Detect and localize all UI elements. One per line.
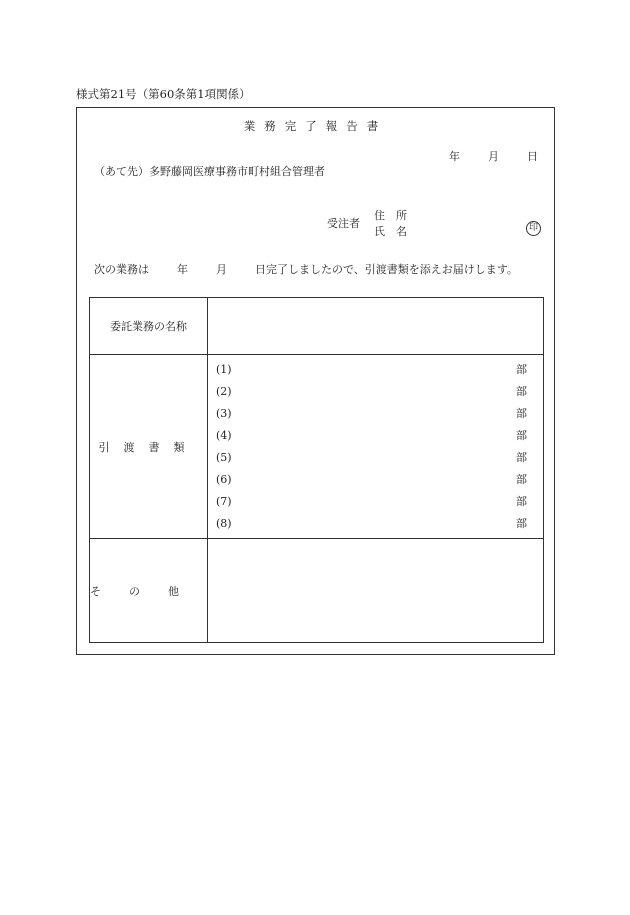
other-label: その他: [90, 539, 208, 643]
document-unit: 部: [516, 407, 527, 420]
contractor-label: 受注者: [327, 217, 360, 230]
document-number: (2): [216, 385, 232, 398]
addressee: （あて先）多野藤岡医療事務市町村組合管理者: [94, 165, 325, 178]
document-number: (1): [216, 363, 232, 376]
seal-mark: 印: [526, 221, 541, 236]
contractor-address-label: 住 所: [374, 209, 407, 222]
statement-prefix: 次の業務は: [94, 263, 149, 276]
statement-suffix: 日完了しましたので、引渡書類を添えお届けします。: [255, 263, 518, 276]
document-item[interactable]: [216, 359, 527, 381]
document-unit: 部: [516, 495, 527, 508]
document-unit: 部: [516, 385, 527, 398]
business-name-label: 委託業務の名称: [90, 298, 208, 355]
document-number: (8): [216, 517, 232, 530]
other-cell[interactable]: [208, 539, 544, 643]
document-unit: 部: [516, 451, 527, 464]
statement-year: 年: [177, 263, 188, 276]
form-title: 業務完了報告書: [243, 119, 388, 133]
table-row-other: [90, 539, 544, 643]
document-unit: 部: [516, 429, 527, 442]
document-number: (3): [216, 407, 232, 420]
form-number: 様式第21号（第60条第1項関係）: [76, 87, 251, 101]
document-number: (5): [216, 451, 232, 464]
completion-statement: [94, 261, 518, 277]
contractor-name-label: 氏 名: [374, 225, 407, 238]
document-item[interactable]: [216, 447, 527, 469]
report-table: [89, 297, 544, 643]
document-item[interactable]: [216, 513, 527, 535]
date-day-label: 日: [527, 150, 538, 163]
date-month-label: 月: [488, 150, 499, 163]
statement-month: 月: [216, 263, 227, 276]
date-line: [449, 148, 538, 164]
table-row-business-name: [90, 298, 544, 355]
document-item[interactable]: [216, 491, 527, 513]
document-item[interactable]: [216, 469, 527, 491]
document-number: (7): [216, 495, 232, 508]
business-name-cell[interactable]: [208, 298, 544, 355]
document-unit: 部: [516, 363, 527, 376]
documents-label: 引渡書類: [90, 355, 208, 539]
document-number: (6): [216, 473, 232, 486]
table-row-documents: [90, 355, 544, 539]
report-form: [76, 107, 555, 655]
document-item[interactable]: [216, 425, 527, 447]
document-item[interactable]: [216, 403, 527, 425]
document-number: (4): [216, 429, 232, 442]
document-unit: 部: [516, 517, 527, 530]
documents-cell: [208, 355, 544, 539]
document-unit: 部: [516, 473, 527, 486]
date-year-label: 年: [449, 150, 460, 163]
document-list: [208, 355, 543, 538]
document-item[interactable]: [216, 381, 527, 403]
